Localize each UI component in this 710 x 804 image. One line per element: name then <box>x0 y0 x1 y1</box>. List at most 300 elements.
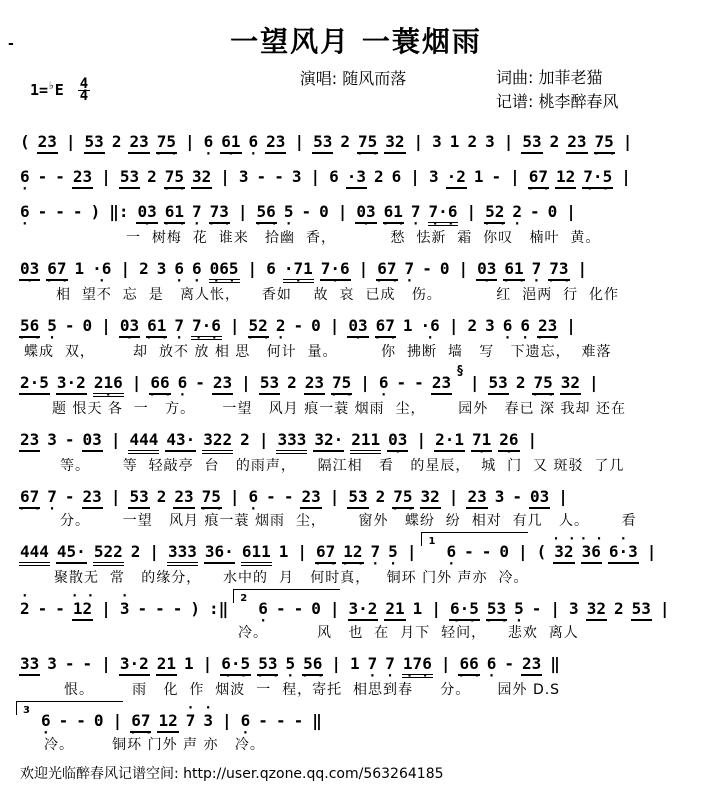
note: 2 <box>287 373 297 392</box>
note: - <box>293 599 304 618</box>
barline: | <box>448 316 459 335</box>
note: 61 · · <box>146 317 167 338</box>
note: 75 · · <box>357 133 378 154</box>
note: - <box>37 167 48 186</box>
note: 2·5 <box>19 374 50 395</box>
barline: | <box>448 487 459 506</box>
flat-icon: ♭ <box>48 78 55 92</box>
note: 32 <box>191 168 212 189</box>
barline: | <box>101 316 111 335</box>
note: 6 <box>266 259 276 278</box>
note: 6 · <box>19 168 31 187</box>
barline: ‖ <box>312 711 322 730</box>
note: 7 · <box>367 655 379 674</box>
note: 322 <box>202 431 233 454</box>
note: 2 · <box>275 317 287 336</box>
note: 3 <box>569 599 579 618</box>
lyrics-line: 等。 等 轻敲亭 台 的雨声， 隔江相 看 的星辰， 城 门 又 斑驳 了几 <box>60 458 625 474</box>
note: 32 <box>560 374 581 395</box>
barline: | <box>413 132 424 151</box>
note: 2 <box>340 132 350 151</box>
note: 12 · · <box>342 543 363 564</box>
barline: | <box>566 316 576 335</box>
note: 21 <box>384 600 405 621</box>
note: 6 <box>391 167 402 186</box>
note: 66 · · <box>149 374 170 395</box>
notes-line <box>16 194 696 226</box>
note: 53 <box>521 133 542 154</box>
note: - <box>58 711 69 730</box>
note: 176 · · <box>402 655 433 678</box>
barline: | <box>184 132 195 151</box>
barline: ‖ <box>550 654 560 673</box>
note: 7·5 · · <box>582 168 613 189</box>
credit-notation: 记谱: 桃李醉春风 <box>496 92 619 111</box>
segno-icon: § <box>456 364 464 379</box>
barline: | <box>110 487 121 506</box>
note: 333 <box>276 431 307 454</box>
note: 1 <box>74 259 85 278</box>
note: 61 · · <box>503 260 524 281</box>
barline: | <box>550 599 561 618</box>
note: 53 <box>84 133 105 154</box>
note: 53 <box>119 168 140 189</box>
note: 7 · <box>531 260 543 279</box>
note: 7 · <box>404 260 416 279</box>
note: · 2 <box>19 600 31 619</box>
note: - <box>283 487 294 506</box>
note: 1 <box>473 167 484 186</box>
note: 23 <box>212 374 233 395</box>
notes-line <box>16 159 696 189</box>
barline: :‖ <box>209 599 229 618</box>
note: ·6 · <box>420 317 441 336</box>
note: 444 <box>128 431 159 454</box>
note: 6 · <box>486 655 498 674</box>
note: ·3 <box>346 168 367 189</box>
barline: | <box>202 654 213 673</box>
barline: | <box>558 487 568 506</box>
note: 3 <box>238 167 249 186</box>
note: - <box>82 654 93 673</box>
barline: | <box>440 654 451 673</box>
note: 03 <box>82 431 103 452</box>
note: 2 <box>147 167 157 186</box>
note: 56 · · <box>256 203 277 224</box>
note: · 6·3 <box>608 543 639 564</box>
note: - <box>293 711 304 730</box>
barline: | <box>222 711 232 730</box>
note: · · 32 <box>553 543 574 564</box>
barline: | <box>469 373 480 392</box>
note: 75 · · <box>331 374 352 395</box>
note: 5 · <box>283 203 295 222</box>
note: 2 <box>111 132 122 151</box>
note: 03 · <box>476 260 497 281</box>
note: - <box>76 711 86 730</box>
note: 0 <box>311 316 321 335</box>
note: 065 · · <box>209 260 240 283</box>
page-title: 一望风月 一蓑烟雨 <box>230 25 482 58</box>
note: 6 · <box>378 374 390 393</box>
note: 32 <box>420 488 441 509</box>
note: - <box>274 167 284 186</box>
phrase-paren: ) <box>190 599 201 618</box>
note: 2 <box>467 316 478 335</box>
note: 67 · · <box>528 168 549 189</box>
notation-system <box>16 124 696 154</box>
note: 61 · · <box>164 203 185 224</box>
note: 75 · · <box>201 488 222 509</box>
note: 3·2 <box>56 374 87 395</box>
note: 33 <box>19 655 40 676</box>
note: 6 · <box>177 374 189 393</box>
note: - <box>64 487 75 506</box>
credit-singer: 演唱: 随风而落 <box>299 69 407 88</box>
note: 26 · <box>498 431 519 452</box>
note: 3·2 <box>348 600 379 621</box>
notes-line <box>16 591 696 621</box>
note: 23 <box>19 431 40 452</box>
note: · 3 <box>119 600 131 619</box>
note: 23 · · <box>537 317 558 338</box>
note: 67 · · <box>46 260 67 281</box>
barline: | <box>566 202 576 221</box>
lyrics-line: 分。 一望 风月 痕一蓑 烟雨 尘， 窗外 蝶纷 纷 相对 有几 人。 看 <box>60 513 637 529</box>
notation-system <box>16 479 696 529</box>
barline: | <box>65 132 76 151</box>
notes-line <box>16 124 696 154</box>
note: 75 · · <box>594 133 615 154</box>
notation-system <box>16 646 696 698</box>
barline: | <box>410 167 420 186</box>
note: 5 · <box>513 600 525 619</box>
header-row <box>16 66 696 114</box>
note: 6 · <box>257 600 269 619</box>
note: 23 <box>466 488 487 509</box>
note: 32 <box>586 600 607 621</box>
note: - <box>422 259 432 278</box>
note: 23 <box>173 488 194 509</box>
note: · 3 <box>202 712 214 731</box>
note: 1 <box>278 542 289 561</box>
barline: | <box>466 202 477 221</box>
note: 61 · · <box>383 203 404 224</box>
note: 45· <box>56 543 87 564</box>
note: 23 <box>431 374 452 395</box>
barline: | <box>621 167 631 186</box>
note: - <box>414 373 424 392</box>
barline: | <box>329 487 340 506</box>
note: - <box>396 373 407 392</box>
barline: | <box>120 259 131 278</box>
note: 23 <box>521 655 542 676</box>
barline: | <box>622 132 633 151</box>
note: 67 · · <box>130 712 151 733</box>
note: 43· <box>165 431 196 452</box>
note: 0 <box>93 711 104 730</box>
note: 6 <box>329 167 339 186</box>
note: 53 <box>631 600 652 621</box>
note: - <box>531 599 542 618</box>
notation-system <box>16 703 696 753</box>
note: 3 <box>47 654 57 673</box>
note: 73 · · <box>209 203 230 224</box>
note: - <box>64 430 75 449</box>
note: 0 <box>439 259 450 278</box>
lyrics-line: 聚散无 常 的缘分， 水中的 月 何时真， 铜环 门外 声亦 冷。 <box>54 570 529 586</box>
barline: | <box>237 202 248 221</box>
note: 67 · · <box>375 317 396 338</box>
note: 75 · · <box>532 374 553 395</box>
note: - <box>64 316 75 335</box>
note: 611 <box>241 543 272 566</box>
note: 53 <box>488 374 509 395</box>
notes-line <box>16 534 696 566</box>
footer-link[interactable]: http://user.qzone.qq.com/563264185 <box>183 766 444 782</box>
note: · 7 <box>185 712 197 731</box>
note: 23 <box>304 374 325 395</box>
note: 75 · · <box>164 168 185 189</box>
barline: | <box>131 373 142 392</box>
barline: | <box>646 542 657 561</box>
note: 23 <box>82 488 103 509</box>
barline: | <box>247 259 258 278</box>
note: 6 · <box>19 203 31 222</box>
note: - <box>266 487 276 506</box>
note: 3 <box>156 259 167 278</box>
note: 56 · · <box>19 317 40 338</box>
note: 67 · · <box>315 543 336 564</box>
margin-dash: - <box>8 36 14 52</box>
note: 2·1 <box>434 431 465 452</box>
note: 3·2 <box>119 655 150 676</box>
note: - <box>137 599 148 618</box>
note: 73 · · <box>548 260 569 281</box>
notation-system <box>16 422 696 474</box>
note: 53 <box>259 374 280 395</box>
note: 32· <box>313 431 344 452</box>
barline: | <box>241 373 251 392</box>
note: 3 <box>494 487 505 506</box>
note: 1 <box>449 132 460 151</box>
note: 53 · · <box>486 600 507 621</box>
footer <box>16 763 696 783</box>
note: 1 <box>350 654 360 673</box>
note: 1 <box>402 316 413 335</box>
note: 12 <box>555 168 576 189</box>
note: 67 · · <box>19 488 40 509</box>
note: 3 <box>428 167 439 186</box>
note: 6 · <box>248 488 260 507</box>
note: - <box>172 599 183 618</box>
notes-line <box>16 646 696 678</box>
phrase-paren: ) <box>90 202 101 221</box>
note: 7 · <box>410 203 422 222</box>
note: 7·6 · · <box>428 203 459 226</box>
note: 53 <box>312 133 333 154</box>
note: 12 <box>157 712 178 733</box>
notation-system <box>16 159 696 189</box>
barline: | <box>331 654 341 673</box>
footer-text: 欢迎光临醉春风记谱空间: <box>20 766 184 782</box>
barline: | <box>527 430 538 449</box>
notation-system <box>16 365 696 417</box>
time-signature <box>78 75 90 104</box>
notes-line <box>16 703 696 733</box>
note: 23 <box>37 133 58 154</box>
note: 5 · <box>387 543 399 562</box>
note: 5 · <box>46 317 58 336</box>
note: 7 · <box>370 543 382 562</box>
barline: | <box>149 542 159 561</box>
notation-system <box>16 251 696 303</box>
note: 1 <box>412 599 423 618</box>
note: - <box>481 542 492 561</box>
note: - <box>275 711 286 730</box>
key-signature <box>16 66 210 114</box>
note: 2 <box>374 167 384 186</box>
barline: | <box>337 202 348 221</box>
note: 23 <box>128 133 149 154</box>
note: 2 · <box>511 203 523 222</box>
phrase-paren: ( <box>536 542 547 561</box>
note: 211 <box>350 431 381 454</box>
key-prefix: 1= <box>30 81 49 99</box>
note: 2 <box>139 259 149 278</box>
barline: | <box>510 167 520 186</box>
barline: | <box>229 316 240 335</box>
barline: | <box>112 711 123 730</box>
note: ·2 <box>446 168 467 189</box>
note: ·71 · <box>283 260 314 283</box>
barline: | <box>220 167 230 186</box>
note: 1 <box>184 654 194 673</box>
note: 23 <box>566 133 587 154</box>
note: 2 <box>467 132 478 151</box>
note: - <box>55 599 65 618</box>
note: 0 <box>499 542 510 561</box>
note: 522 <box>93 543 124 566</box>
barline: | <box>406 542 417 561</box>
note: 71 · <box>471 431 492 452</box>
note: - <box>293 316 304 335</box>
time-upper: 4 <box>79 75 89 92</box>
note: 23 <box>265 133 286 154</box>
note: 0 <box>311 599 321 618</box>
note: 3 <box>432 132 442 151</box>
barline: | <box>358 259 369 278</box>
note: 2 <box>130 542 141 561</box>
notes-line <box>16 479 696 509</box>
note: 2 <box>515 373 526 392</box>
note: 7 · <box>46 488 58 507</box>
note: - <box>512 487 522 506</box>
note: - <box>55 202 65 221</box>
note: - <box>530 202 540 221</box>
note: 3 <box>485 316 495 335</box>
note: 23 <box>72 168 93 189</box>
notes-line <box>16 365 696 397</box>
note: 2 <box>549 132 560 151</box>
note: 0 <box>547 202 558 221</box>
note: 2 <box>156 487 167 506</box>
lyrics-line: 题 恨天 各 一 方。 一望 风月 痕一蓑 烟雨 尘， 园外 春已 深 我却 还在 <box>52 401 626 417</box>
notes-line <box>16 422 696 454</box>
note: 7 · <box>173 317 185 336</box>
barline: ‖: <box>109 202 129 221</box>
lyrics-line: 一 树梅 花 谁来 拾幽 香， 愁 怯新 霜 你叹 楠叶 黄。 <box>126 230 601 246</box>
note: - <box>256 167 267 186</box>
note: 6 · <box>502 317 514 336</box>
barline: | <box>101 167 111 186</box>
note: 3 <box>47 430 57 449</box>
note: - <box>37 202 48 221</box>
note: - <box>464 542 474 561</box>
note: 53 <box>347 488 368 509</box>
note: - <box>258 711 268 730</box>
note: 23 <box>300 488 321 509</box>
lyrics-line: 蝶成 双， 却 放不 放 相 思 何计 量。 你 拂断 墙 写 下遗忘， 难落 <box>24 344 612 360</box>
lyrics-line: 相 望不 忘 是 离人怅， 香如 故 哀 已成 伤。 红 浥两 行 化作 <box>56 287 620 303</box>
note: 444 <box>19 543 50 566</box>
barline: | <box>329 599 340 618</box>
barline: | <box>360 373 370 392</box>
barline: | <box>458 259 469 278</box>
lyrics-line: 冷。 风 也 在 月下 轻问， 悲欢 离人 <box>238 625 579 641</box>
note: 53 <box>128 488 149 509</box>
note: - <box>491 167 502 186</box>
barline: | <box>518 542 528 561</box>
note: 2 <box>240 430 250 449</box>
note: 0 <box>319 202 329 221</box>
note: 7 · <box>191 203 203 222</box>
barline: | <box>431 599 441 618</box>
note: 32 <box>384 133 405 154</box>
note: 6 · <box>240 712 252 731</box>
note: 216 · <box>93 374 124 397</box>
note: - <box>64 654 75 673</box>
note: 03 <box>529 488 550 509</box>
note: - <box>275 599 286 618</box>
note: 5 · <box>284 655 296 674</box>
note: 7 · <box>384 655 396 674</box>
key-tonic: E <box>54 81 64 99</box>
note: 3 <box>485 132 495 151</box>
note: 3 <box>291 167 302 186</box>
note: 67 · · <box>376 260 397 281</box>
note: 03 · <box>136 203 157 224</box>
note: 21 <box>156 655 177 676</box>
note: 75 · · <box>156 133 177 154</box>
note: 03 · <box>387 431 408 452</box>
note: 53 · · <box>257 655 278 676</box>
note: - <box>155 599 165 618</box>
barline: | <box>229 487 240 506</box>
credit-composer: 词曲: 加菲老猫 <box>496 68 603 87</box>
note: 6·5 · · <box>449 600 480 621</box>
note: 61 · <box>220 133 241 154</box>
note: 6 · <box>445 543 457 562</box>
note: 6 · <box>248 133 260 152</box>
barline: | <box>101 654 111 673</box>
notation-system <box>16 534 696 586</box>
note: - <box>72 202 83 221</box>
note: 0 <box>82 316 93 335</box>
barline: | <box>110 430 121 449</box>
note: 75 · · <box>392 488 413 509</box>
lyrics-line: 恨。 雨 化 作 烟波 一 程，寄托 相思到春 分。 园外 D.S <box>64 682 561 698</box>
